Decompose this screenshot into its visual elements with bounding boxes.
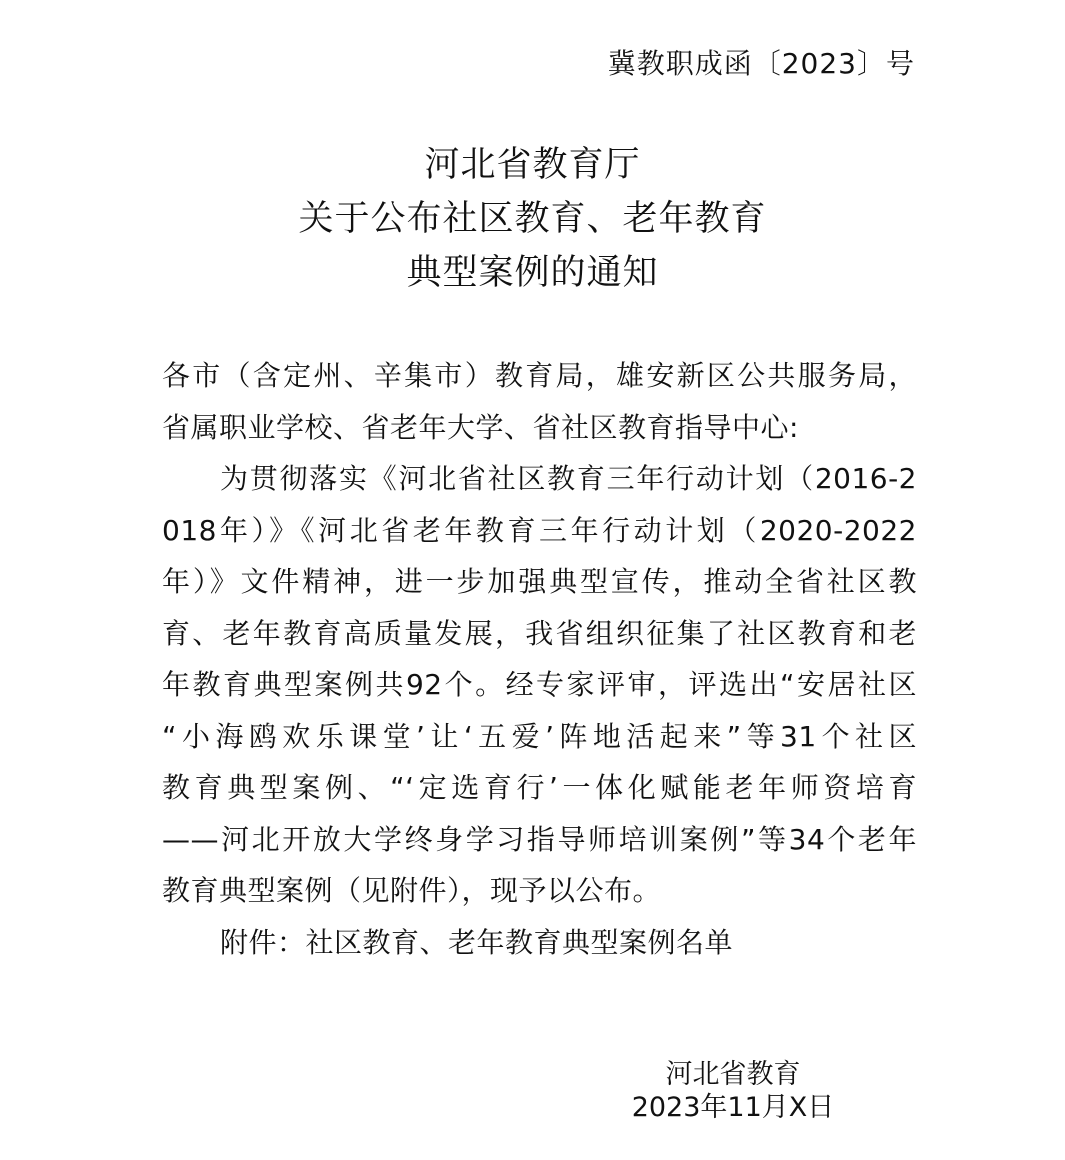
attachment-note: 附件：社区教育、老年教育典型案例名单: [220, 925, 734, 959]
paragraph-line: 年教育典型案例共92个。经专家评审，评选出“安居社区: [162, 668, 917, 701]
paragraph-line: 教育典型案例（见附件），现予以公布。: [162, 874, 662, 907]
paragraph-line: 育、老年教育高质量发展，我省组织征集了社区教育和老: [162, 616, 917, 650]
paragraph-line: 018年）》《河北省老年教育三年行动计划（2020-2022: [162, 513, 917, 547]
addressee-line: 省属职业学校、省老年大学、省社区教育指导中心:: [162, 410, 799, 444]
paragraph-line: 年）》文件精神，进一步加强典型宣传，推动全省社区教: [162, 565, 917, 598]
document-title: [0, 138, 1065, 300]
signature-org: 河北省教育: [665, 1059, 801, 1090]
title-line-1: 河北省教育厅: [424, 145, 641, 185]
document-number: 冀教职成函〔2023〕号: [607, 47, 915, 80]
title-line-2: 关于公布社区教育、老年教育: [298, 199, 767, 239]
document-body: [162, 350, 917, 968]
title-line-3: 典型案例的通知: [406, 253, 659, 293]
signature-date: 2023年11月X日: [631, 1092, 835, 1123]
signature-block: [608, 1058, 858, 1124]
paragraph-line: 为贯彻落实《河北省社区教育三年行动计划（2016-2: [220, 462, 917, 495]
paragraph-line: 教育典型案例、“‘定选育行’一体化赋能老年师资培育: [162, 771, 917, 804]
paragraph-line: ——河北开放大学终身学习指导师培训案例”等34个老年: [162, 822, 917, 856]
paragraph-line: “小海鸥欢乐课堂’让‘五爱’阵地活起来”等31个社区: [162, 719, 917, 753]
addressee-line: 各市（含定州、辛集市）教育局，雄安新区公共服务局，: [162, 359, 917, 392]
